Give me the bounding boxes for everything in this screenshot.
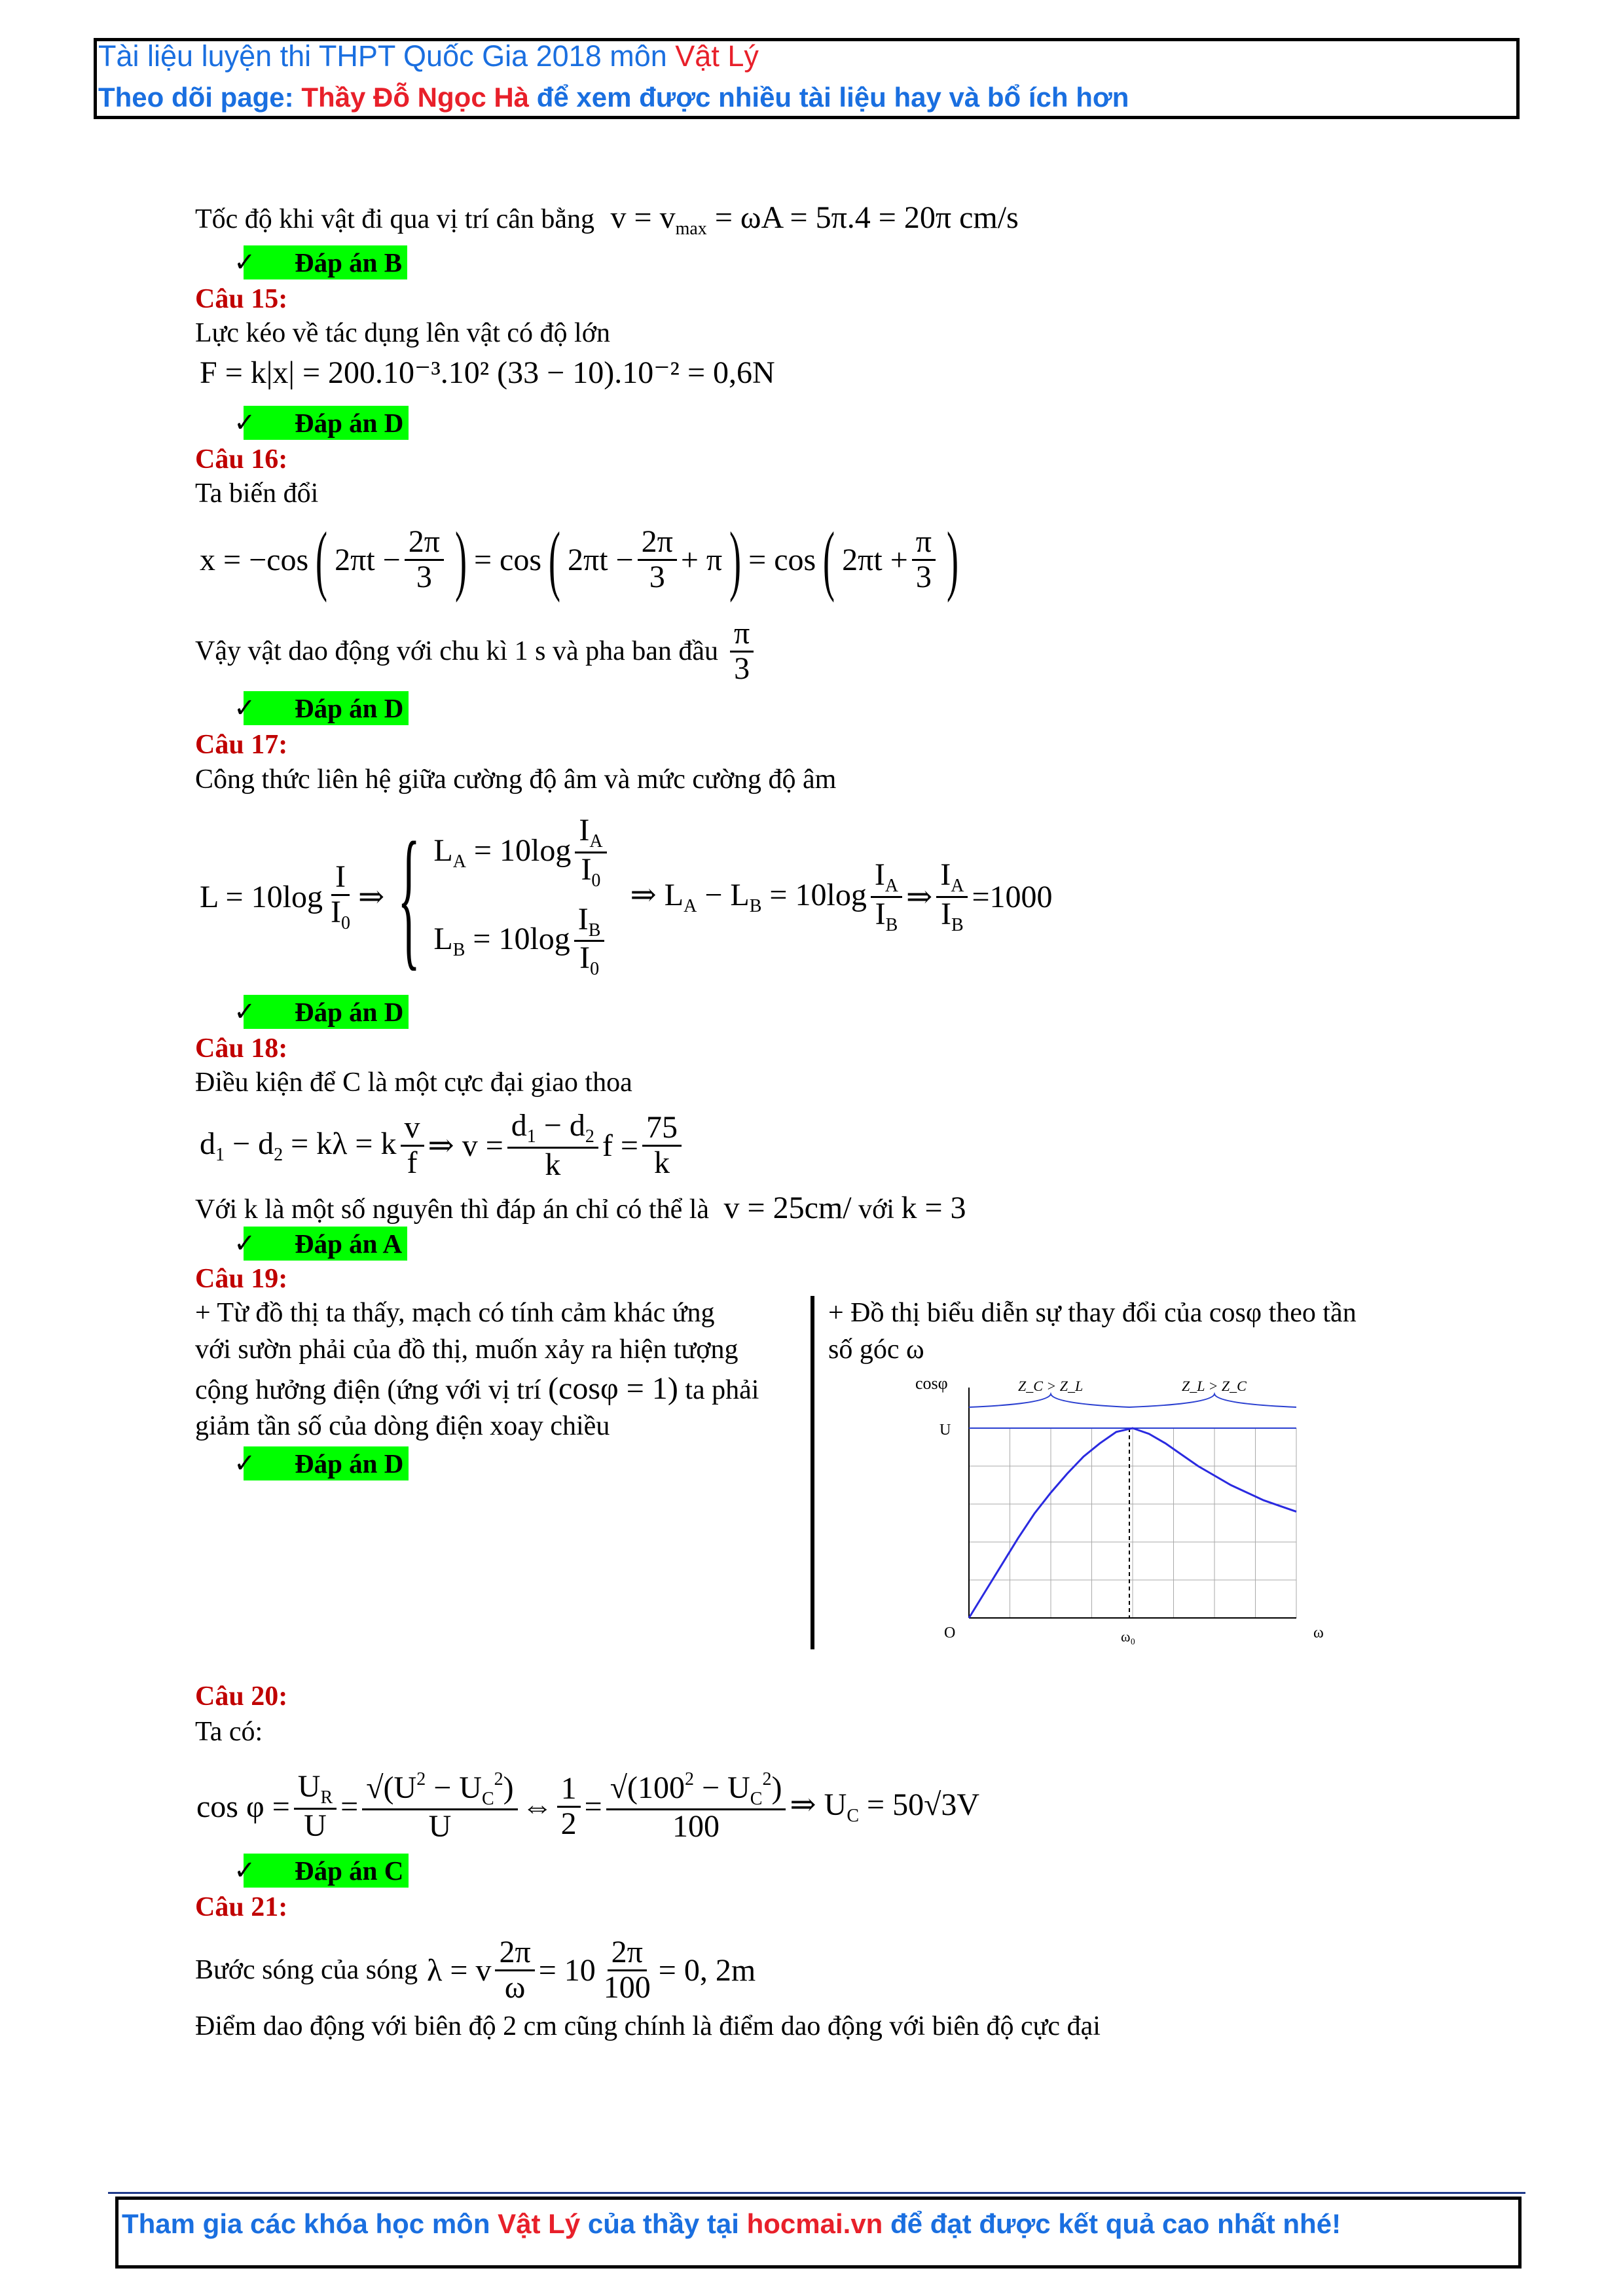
- check-icon: ✓: [234, 1856, 256, 1886]
- x-axis-label: ω: [1313, 1624, 1324, 1641]
- q20-answer: ✓ Đáp án C: [244, 1854, 409, 1888]
- q14-text: Tốc độ khi vật đi qua vị trí cân bằng $v = v_{max} = \omega A = 5\pi.4 = 20\pi$ cm/s: [195, 200, 1019, 239]
- q15-text: Lực kéo về tác dụng lên vật có độ lớn: [195, 318, 610, 348]
- q17-answer: ✓ Đáp án D: [244, 995, 409, 1029]
- header-subject: Vật Lý: [675, 39, 759, 73]
- q19-left-line-1: + Từ đồ thị ta thấy, mạch có tính cảm khác ứng: [195, 1298, 715, 1328]
- check-icon: ✓: [234, 693, 256, 723]
- q19-answer: ✓ Đáp án D: [244, 1446, 409, 1480]
- chart-grid: [969, 1428, 1296, 1618]
- check-icon: ✓: [234, 1448, 256, 1479]
- left-region-brace: [969, 1394, 1129, 1407]
- q21-text2: Điểm dao động với biên độ 2 cm cũng chính là điểm dao động với biên độ cực đại: [195, 2011, 1101, 2041]
- check-icon: ✓: [234, 408, 256, 438]
- right-region-brace: [1129, 1394, 1296, 1407]
- check-icon: ✓: [234, 1229, 256, 1259]
- check-icon: ✓: [234, 997, 256, 1027]
- q14-formula: $v = v_{max} = \omega A = 5\pi.4 = 20\pi$ cm/s: [610, 200, 1019, 239]
- footer-site-link[interactable]: hocmai.vn: [746, 2208, 883, 2239]
- origin-label: O: [944, 1624, 956, 1641]
- q17-text: Công thức liên hệ giữa cường độ âm và mức cường độ âm: [195, 764, 837, 795]
- q14-answer: ✓ Đáp án B: [244, 245, 407, 279]
- q18-text: Điều kiện để C là một cực đại giao thoa: [195, 1067, 632, 1098]
- q18-text2: Với k là một số nguyên thì đáp án chỉ có thể là v = 25cm/ với k = 3: [195, 1191, 966, 1225]
- q19-left-line-3: cộng hưởng điện (ứng với vị trí (cosφ = 1) ta phải: [195, 1371, 759, 1406]
- q16-title: Câu 16:: [195, 444, 288, 475]
- q17-title: Câu 17:: [195, 730, 288, 760]
- q19-right-line-1: + Đồ thị biểu diễn sự thay đổi của cosφ theo tần: [828, 1298, 1357, 1328]
- q16-answer: ✓ Đáp án D: [244, 691, 409, 725]
- q15-title: Câu 15:: [195, 284, 288, 314]
- q21-title: Câu 21:: [195, 1892, 288, 1922]
- q15-formula: F = k|x| = 200.10⁻³.10² (33 − 10).10⁻² = 0,6N: [200, 355, 775, 390]
- q19-left-line-4: giảm tần số của dòng điện xoay chiều: [195, 1411, 610, 1441]
- q20-formula: cos φ = $\frac{U_R}{U}$ = $\frac{√(U^2 - U_C^2)}{U}$ ⇔ $\frac{1}{2}$ = $\frac{√(100^2 - U_C^2)}{100}$ ⇒ $U_C = 50√3V$: [196, 1768, 980, 1844]
- column-divider: [811, 1296, 814, 1649]
- q19-left-line-2: với sườn phải của đồ thị, muốn xảy ra hiện tượng: [195, 1335, 739, 1365]
- q15-answer: ✓ Đáp án D: [244, 406, 409, 440]
- q21-formula: λ = v $\frac{2\pi}{\omega}$ = 10 $\frac{2\pi}{100}$ = 0, 2m: [427, 1935, 756, 2005]
- q18-formula: $d_1 - d_2 = k\lambda = k$ v f ⇒ v = $\frac{d_1 - d_2}{k}$ f = $\frac{75}{k}$: [200, 1103, 685, 1188]
- q16-text2: Vậy vật dao động với chu kì 1 s và pha ban đầu π 3: [195, 612, 757, 691]
- cosphi-chart: [903, 1368, 1336, 1656]
- footer-rule: [108, 2192, 1525, 2194]
- footer-text: Tham gia các khóa học môn Vật Lý của thầy tại hocmai.vn để đạt được kết quả cao nhất nhé!: [122, 2208, 1341, 2239]
- q20-title: Câu 20:: [195, 1681, 288, 1712]
- header-line-2: Theo dõi page: Thầy Đỗ Ngọc Hà để xem được nhiều tài liệu hay và bổ ích hơn: [98, 82, 1129, 113]
- left-region-label: Z_C > Z_L: [1018, 1378, 1084, 1394]
- q16-formula: x = −cos ( 2πt − $\frac{2\pi}{3}$ ) = cos ( 2πt − $\frac{2\pi}{3}$ + π ) = cos ( 2πt + $\frac{\pi}{3}$ ): [200, 516, 959, 603]
- right-region-label: Z_L > Z_C: [1182, 1378, 1247, 1394]
- y-tick-label: U: [939, 1422, 951, 1439]
- q17-formula: L = 10log I $I_0$ ⇒ { $L_A = 10\log$ $I_A$ $I_0$ $L_B = 10\log$ $I_B$ $I_0$ ⇒ $L_A - L_B = 10\log$ $I_A$ $I_B$ ⇒ $\frac{I_A}{I_B}$ = 1000: [200, 810, 1053, 984]
- q20-text: Ta có:: [195, 1717, 263, 1747]
- q18-answer: ✓ Đáp án A: [244, 1227, 407, 1261]
- q18-title: Câu 18:: [195, 1033, 288, 1064]
- q21-text: Bước sóng của sóng λ = v $\frac{2\pi}{\omega}$ = 10 $\frac{2\pi}{100}$ = 0, 2m: [195, 1935, 756, 2005]
- header-teacher: Thầy Đỗ Ngọc Hà: [301, 82, 530, 113]
- q19-title: Câu 19:: [195, 1264, 288, 1294]
- y-axis-label: cosφ: [915, 1374, 948, 1393]
- x-tick-label: ω₀: [1121, 1628, 1136, 1645]
- check-icon: ✓: [234, 247, 256, 278]
- q16-text: Ta biến đổi: [195, 478, 319, 509]
- q19-right-line-2: số góc ω: [828, 1335, 924, 1365]
- header-line-1: Tài liệu luyện thi THPT Quốc Gia 2018 môn Vật Lý: [98, 39, 759, 73]
